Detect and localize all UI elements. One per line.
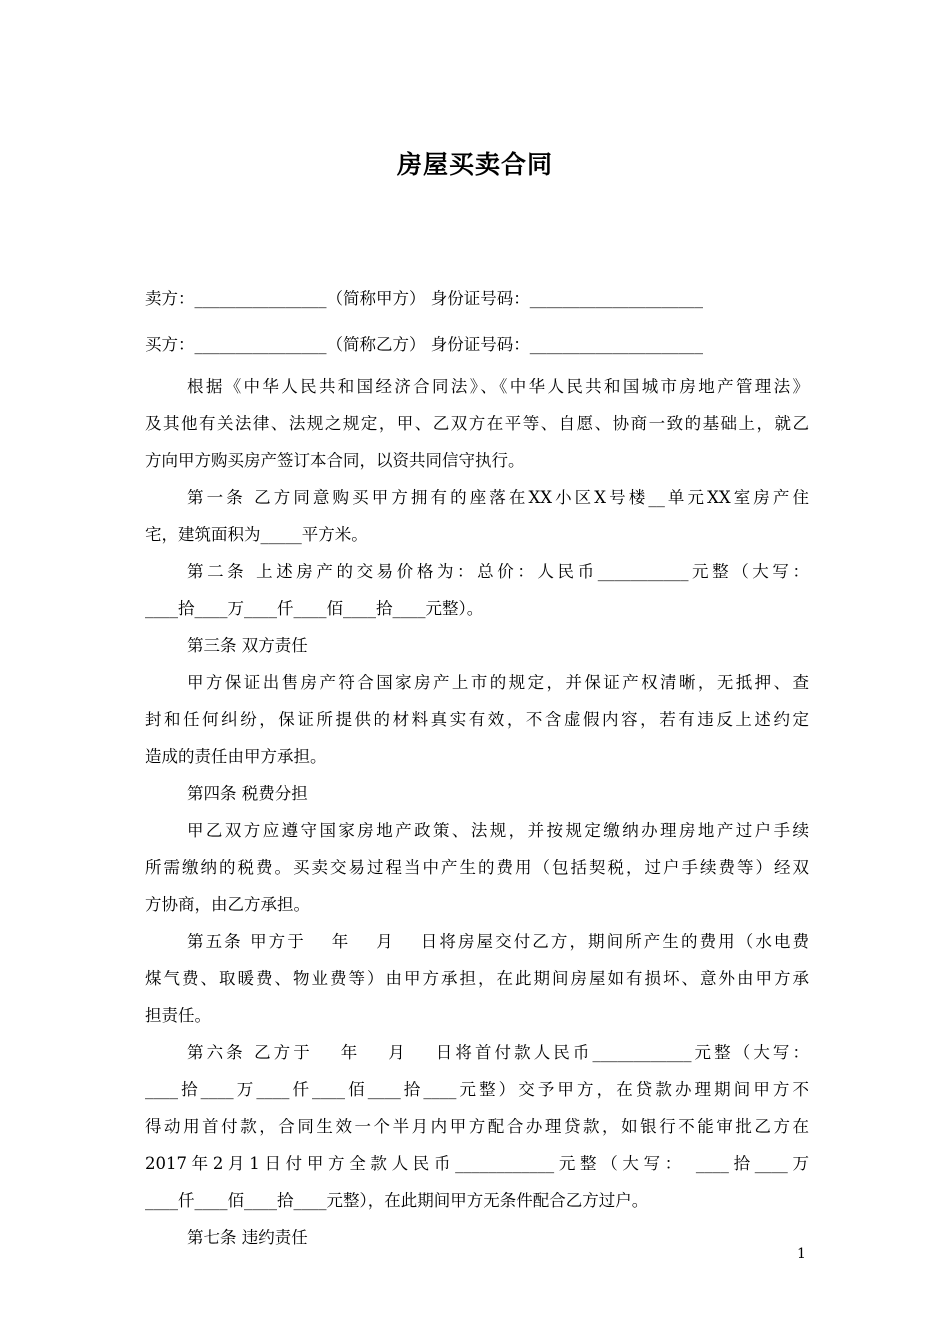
article-5-line-2: 煤气费、取暖费、物业费等）由甲方承担，在此期间房屋如有损坏、意外由甲方承 [145, 969, 809, 988]
article-4-line-1: 甲乙双方应遵守国家房地产政策、法规，并按规定缴纳办理房地产过户手续 [187, 821, 809, 840]
article-7-heading: 第七条 违约责任 [187, 1228, 308, 1247]
buyer-line: 买方：________________（简称乙方） 身份证号码：_____________________ [145, 335, 703, 354]
preamble-line-3: 方向甲方购买房产签订本合同，以资共同信守执行。 [145, 451, 525, 470]
article-6-line-2: ____拾____万____仟____佰____拾____元整）交予甲方，在贷款办理期间甲方不 [145, 1080, 809, 1099]
article-3-line-3: 造成的责任由甲方承担。 [145, 747, 327, 766]
article-4-heading: 第四条 税费分担 [187, 784, 308, 803]
article-1-line-1: 第一条 乙方同意购买甲方拥有的座落在XX小区X号楼__单元XX室房产住 [187, 488, 809, 507]
seller-line: 卖方：________________（简称甲方） 身份证号码：_____________________ [145, 289, 703, 308]
article-3-line-1: 甲方保证出售房产符合国家房产上市的规定，并保证产权清晰，无抵押、查 [187, 673, 809, 692]
preamble-line-2: 及其他有关法律、法规之规定，甲、乙双方在平等、自愿、协商一致的基础上，就乙 [145, 414, 809, 433]
article-3-heading: 第三条 双方责任 [187, 636, 308, 655]
article-2-line-2: ____拾____万____仟____佰____拾____元整）。 [145, 599, 484, 618]
page-number: 1 [797, 1246, 806, 1262]
document-title: 房屋买卖合同 [396, 150, 553, 179]
article-6-line-5: ____仟____佰____拾____元整），在此期间甲方无条件配合乙方过户。 [145, 1191, 649, 1210]
article-4-line-2: 所需缴纳的税费。买卖交易过程当中产生的费用（包括契税，过户手续费等）经双 [145, 858, 809, 877]
article-6-line-4: 2017年2月1日付甲方全款人民币____________元整（大写： ____拾____万 [145, 1154, 809, 1173]
article-2-line-1: 第二条 上述房产的交易价格为：总价：人民币___________元整（大写： [187, 562, 809, 581]
article-6-line-1: 第六条 乙方于 年 月 日将首付款人民币____________元整（大写： [187, 1043, 809, 1062]
preamble-line-1: 根据《中华人民共和国经济合同法》、《中华人民共和国城市房地产管理法》 [187, 377, 809, 396]
article-3-line-2: 封和任何纠纷，保证所提供的材料真实有效，不含虚假内容，若有违反上述约定 [145, 710, 809, 729]
article-5-line-3: 担责任。 [145, 1006, 211, 1025]
article-6-line-3: 得动用首付款，合同生效一个半月内甲方配合办理贷款，如银行不能审批乙方在 [145, 1117, 809, 1136]
contract-body [145, 276, 809, 1256]
article-5-line-1: 第五条 甲方于 年 月 日将房屋交付乙方，期间所产生的费用（水电费 [187, 932, 809, 951]
article-4-line-3: 方协商，由乙方承担。 [145, 895, 310, 914]
article-1-line-2: 宅，建筑面积为_____平方米。 [145, 525, 368, 544]
